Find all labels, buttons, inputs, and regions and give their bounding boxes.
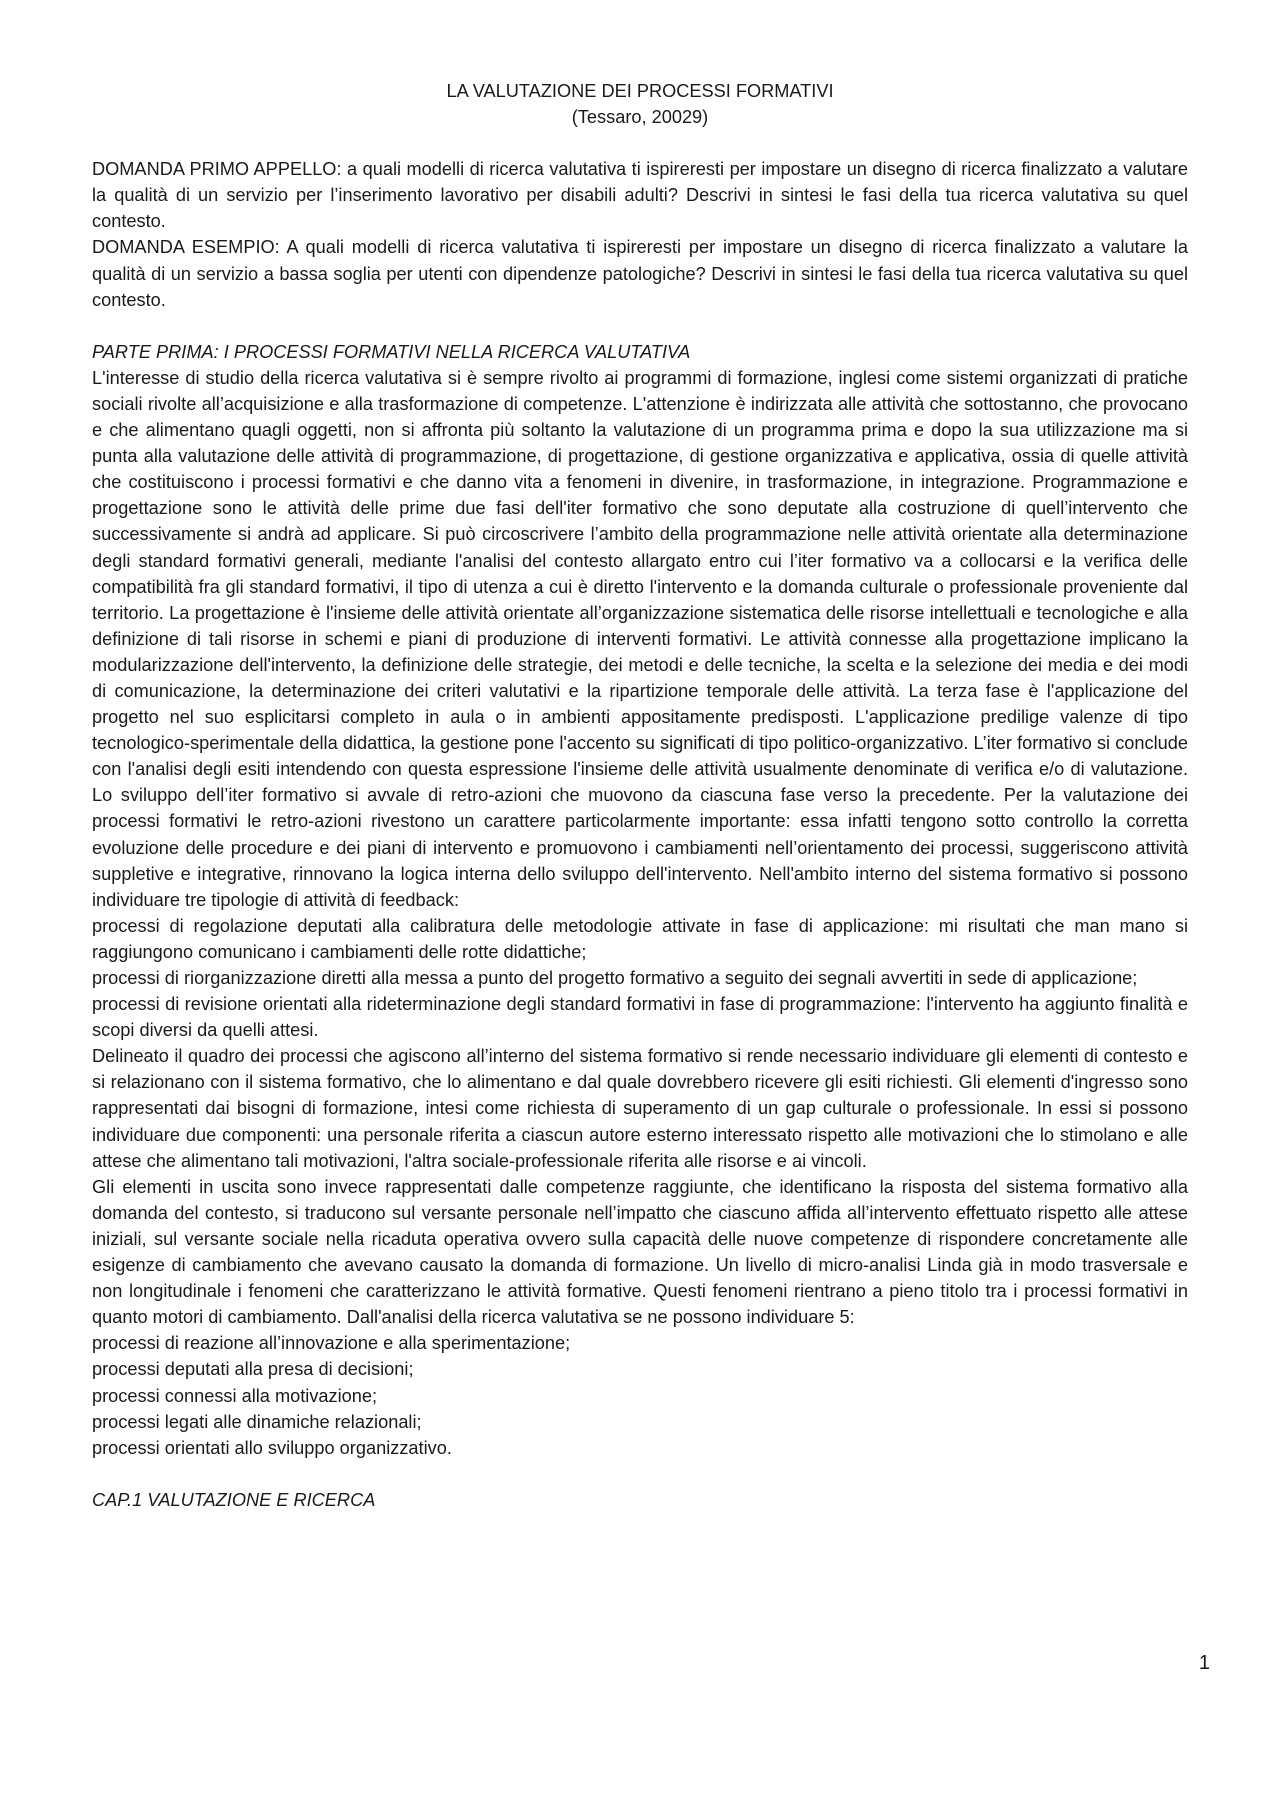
part-heading: PARTE PRIMA: I PROCESSI FORMATIVI NELLA RICERCA VALUTATIVA (92, 341, 691, 362)
body-paragraph: L'interesse di studio della ricerca valutativa si è sempre rivolto ai programmi di formazione, inglesi come sistemi organizzati di pratiche sociali rivolte all’acquisizione e alla trasformazione di competenze. L'attenzione è indirizzata alle attività che sottostanno, che provocano e che alimentano quagli oggetti, non si affronta più soltanto la valutazione di un programma prima e dopo la sua utilizzazione ma si punta alla valutazione delle attività di programmazione, di progettazione, di gestione organizzativa e applicativa, ossia di quelle attività che costituiscono i processi formativi e che danno vita a fenomeni in divenire, in trasformazione, in integrazione. Programmazione e progettazione sono le attività delle prime due fasi dell'iter formativo che sono deputate alla costruzione di quell’intervento che successivamente si andrà ad applicare. Si può circoscrivere l’ambito della programmazione nelle attività orientate alla determinazione degli standard formativi generali, mediante l'analisi del contesto allargato entro cui l’iter formativo va a collocarsi e la verifica delle compatibilità fra gli standard formativi, il tipo di utenza a cui è diretto l'intervento e la domanda culturale o professionale proveniente dal territorio. La progettazione è l'insieme delle attività orientate all’organizzazione sistematica delle risorse intellettuali e tecnologiche e alla definizione di tali risorse in schemi e piani di produzione di interventi formativi. Le attività connesse alla progettazione implicano la modularizzazione dell'intervento, la definizione delle strategie, dei metodi e delle tecniche, la scelta e la selezione dei media e dei modi di comunicazione, la determinazione dei criteri valutativi e la ripartizione temporale delle attività. La terza fase è l'applicazione del progetto nel suo esplicitarsi completo in aula o in ambienti appositamente predisposti. L'applicazione predilige valenze di tipo tecnologico-sperimentale della didattica, la gestione pone l'accento su significati di tipo politico-organizzativo. L’iter formativo si conclude con l'analisi degli esiti intendendo con questa espressione l'insieme delle attività usualmente denominate di verifica e/o di valutazione. Lo sviluppo dell’iter formativo si avvale di retro-azioni che muovono da ciascuna fase verso la precedente. Per la valutazione dei processi formativi le retro-azioni rivestono un carattere particolarmente importante: essa infatti tengono sotto controllo la corretta evoluzione delle procedure e dei piani di intervento e promuovono i cambiamenti nell’orientamento dei processi, suggeriscono attività suppletive e integrative, rinnovano la logica interna dello sviluppo dell'intervento. Nell'ambito interno del sistema formativo si possono individuare tre tipologie di attività di feedback: (92, 367, 1188, 910)
list-item: processi legati alle dinamiche relazionali; (92, 1411, 422, 1432)
spacer (92, 1461, 1188, 1487)
list-item: processi deputati alla presa di decisioni; (92, 1359, 414, 1380)
body-paragraph: Delineato il quadro dei processi che agiscono all’interno del sistema formativo si rende necessario individuare gli elementi di contesto e si relazionano con il sistema formativo, che lo alimentano e dal quale dovrebbero ricevere gli esiti richiesti. Gli elementi d'ingresso sono rappresentati dai bisogni di formazione, intesi come richiesta di superamento di un gap culturale o professionale. In essi si possono individuare due componenti: una personale riferita a ciascun autore esterno interessato rispetto alle motivazioni che lo stimolano e alle attese che alimentano tali motivazioni, l'altra sociale-professionale riferita alle risorse e ai vincoli. (92, 1046, 1188, 1171)
list-item: processi di riorganizzazione diretti alla messa a punto del progetto formativo a seguito dei segnali avvertiti in sede di applicazione; (92, 968, 1138, 988)
spacer (92, 313, 1188, 339)
list-item: processi connessi alla motivazione; (92, 1385, 378, 1406)
document-title: LA VALUTAZIONE DEI PROCESSI FORMATIVI (446, 81, 834, 101)
list-item: processi orientati allo sviluppo organizzativo. (92, 1437, 452, 1458)
document-body (92, 78, 1188, 1513)
spacer (92, 130, 1188, 156)
page-number: 1 (1198, 1652, 1210, 1674)
body-paragraph: Gli elementi in uscita sono invece rappresentati dalle competenze raggiunte, che identificano la risposta del sistema formativo alla domanda del contesto, si traducono sul versante personale nell’impatto che ciascuno affida all’intervento effettuato rispetto alle attese iniziali, sul versante sociale nella ricaduta operativa ovvero sulla capacità delle nuove competenze di rispondere concretamente alle esigenze di cambiamento che avevano causato la domanda di formazione. Un livello di micro-analisi Linda già in modo trasversale e non longitudinale i fenomeni che caratterizzano le attività formative. Questi fenomeni rientrano a pieno titolo tra i processi formativi in quanto motori di cambiamento. Dall'analisi della ricerca valutativa se ne possono individuare 5: (92, 1176, 1188, 1328)
question-first-call: DOMANDA PRIMO APPELLO: a quali modelli di ricerca valutativa ti ispireresti per impostare un disegno di ricerca finalizzato a valutare la qualità di un servizio per l’inserimento lavorativo per disabili adulti? Descrivi in sintesi le fasi della tua ricerca valutativa su quel contesto. (92, 159, 1188, 232)
list-item: processi di reazione all’innovazione e alla sperimentazione; (92, 1333, 571, 1354)
list-item: processi di revisione orientati alla rideterminazione degli standard formativi in fase di programmazione: l'intervento ha aggiunto finalità e scopi diversi da quelli attesi. (92, 994, 1188, 1041)
document-subtitle: (Tessaro, 20029) (571, 107, 709, 128)
list-item: processi di regolazione deputati alla calibratura delle metodologie attivate in fase di applicazione: mi risultati che man mano si raggiungono comunicano i cambiamenti delle rotte didattiche; (92, 915, 1188, 962)
question-example: DOMANDA ESEMPIO: A quali modelli di ricerca valutativa ti ispireresti per impostare un disegno di ricerca finalizzato a valutare la qualità di un servizio a bassa soglia per utenti con dipendenze patologiche? Descrivi in sintesi le fasi della tua ricerca valutativa su quel contesto. (92, 237, 1188, 310)
chapter-heading: CAP.1 VALUTAZIONE E RICERCA (92, 1489, 376, 1510)
